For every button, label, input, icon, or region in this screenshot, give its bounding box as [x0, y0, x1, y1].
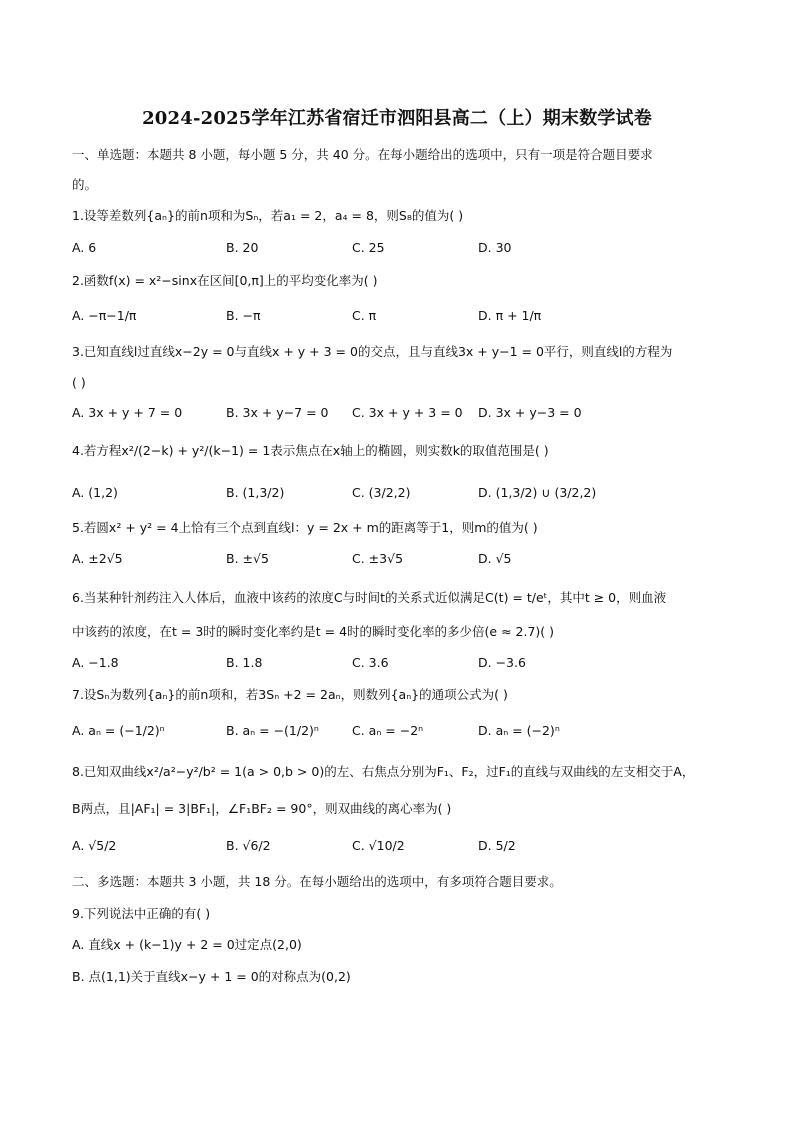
question-8-options	[72, 838, 732, 858]
section-1-heading: 一、单选题：本题共 8 小题，每小题 5 分，共 40 分。在每小题给出的选项中，只有一项是符合题目要求	[72, 147, 653, 162]
question-4-options	[72, 485, 732, 505]
question-6-option-b: B. 1.8	[226, 655, 263, 670]
question-1-option-a: A. 6	[72, 240, 97, 255]
question-2-option-b: B. −π	[226, 308, 261, 323]
question-8-option-d: D. 5/2	[478, 838, 516, 853]
question-8-option-a: A. √5/2	[72, 838, 117, 853]
question-2-stem: 2.函数f(x) = x²−sinx在区间[0,π]上的平均变化率为( )	[72, 273, 378, 288]
question-7-stem: 7.设Sₙ为数列{aₙ}的前n项和，若3Sₙ +2 = 2aₙ，则数列{aₙ}的通项公式为( )	[72, 687, 508, 702]
question-9-option-b: B. 点(1,1)关于直线x−y + 1 = 0的对称点为(0,2)	[72, 969, 351, 984]
question-2-option-c: C. π	[352, 308, 377, 323]
question-7-option-b: B. aₙ = −(1/2)ⁿ	[226, 723, 319, 738]
section-1-heading-cont: 的。	[72, 177, 98, 192]
question-5-options	[72, 551, 732, 571]
question-1-option-c: C. 25	[352, 240, 385, 255]
question-8-stem: 8.已知双曲线x²/a²−y²/b² = 1(a > 0,b > 0)的左、右焦点分别为F₁、F₂，过F₁的直线与双曲线的左支相交于A，	[72, 764, 695, 779]
question-6-option-a: A. −1.8	[72, 655, 119, 670]
question-5-option-b: B. ±√5	[226, 551, 269, 566]
question-3-stem-cont: ( )	[72, 375, 86, 390]
question-3-option-c: C. 3x + y + 3 = 0	[352, 405, 463, 420]
question-1-stem: 1.设等差数列{aₙ}的前n项和为Sₙ，若a₁ = 2，a₄ = 8，则S₈的值为( )	[72, 208, 464, 223]
question-2-option-d: D. π + 1/π	[478, 308, 542, 323]
question-3-option-a: A. 3x + y + 7 = 0	[72, 405, 183, 420]
question-3-option-b: B. 3x + y−7 = 0	[226, 405, 329, 420]
question-4-option-a: A. (1,2)	[72, 485, 118, 500]
question-5-stem: 5.若圆x² + y² = 4上恰有三个点到直线l：y = 2x + m的距离等于1，则m的值为( )	[72, 520, 538, 535]
question-4-option-b: B. (1,3/2)	[226, 485, 285, 500]
question-2-options	[72, 308, 732, 328]
question-4-option-c: C. (3/2,2)	[352, 485, 411, 500]
question-4-stem: 4.若方程x²/(2−k) + y²/(k−1) = 1表示焦点在x轴上的椭圆，则实数k的取值范围是( )	[72, 443, 549, 458]
question-3-options	[72, 405, 732, 425]
question-8-option-b: B. √6/2	[226, 838, 271, 853]
question-1-options	[72, 240, 732, 260]
question-2-option-a: A. −π−1/π	[72, 308, 137, 323]
question-1-option-b: B. 20	[226, 240, 259, 255]
question-3-stem: 3.已知直线l过直线x−2y = 0与直线x + y + 3 = 0的交点，且与直线3x + y−1 = 0平行，则直线l的方程为	[72, 344, 673, 359]
question-5-option-c: C. ±3√5	[352, 551, 404, 566]
question-5-option-d: D. √5	[478, 551, 512, 566]
question-7-option-d: D. aₙ = (−2)ⁿ	[478, 723, 560, 738]
section-2-heading: 二、多选题：本题共 3 小题，共 18 分。在每小题给出的选项中，有多项符合题目要求。	[72, 874, 562, 889]
question-6-stem: 6.当某种针剂药注入人体后，血液中该药的浓度C与时间t的关系式近似满足C(t) = t/eᵗ，其中t ≥ 0，则血液	[72, 590, 667, 605]
question-7-option-a: A. aₙ = (−1/2)ⁿ	[72, 723, 165, 738]
exam-title: 2024-2025学年江苏省宿迁市泗阳县高二（上）期末数学试卷	[142, 108, 652, 129]
question-6-option-c: C. 3.6	[352, 655, 389, 670]
question-6-stem-cont: 中该药的浓度，在t = 3时的瞬时变化率约是t = 4时的瞬时变化率的多少倍(e ≈ 2.7)( )	[72, 624, 555, 639]
question-5-option-a: A. ±2√5	[72, 551, 123, 566]
question-9-option-a: A. 直线x + (k−1)y + 2 = 0过定点(2,0)	[72, 937, 302, 952]
question-3-option-d: D. 3x + y−3 = 0	[478, 405, 582, 420]
question-1-option-d: D. 30	[478, 240, 512, 255]
question-4-option-d: D. (1,3/2) ∪ (3/2,2)	[478, 485, 597, 500]
question-9-stem: 9.下列说法中正确的有( )	[72, 906, 211, 921]
question-8-option-c: C. √10/2	[352, 838, 405, 853]
question-7-options	[72, 723, 732, 743]
question-6-option-d: D. −3.6	[478, 655, 526, 670]
question-7-option-c: C. aₙ = −2ⁿ	[352, 723, 424, 738]
question-6-options	[72, 655, 732, 675]
question-8-stem-cont: B两点，且|AF₁| = 3|BF₁|，∠F₁BF₂ = 90°，则双曲线的离心率为( )	[72, 801, 452, 816]
